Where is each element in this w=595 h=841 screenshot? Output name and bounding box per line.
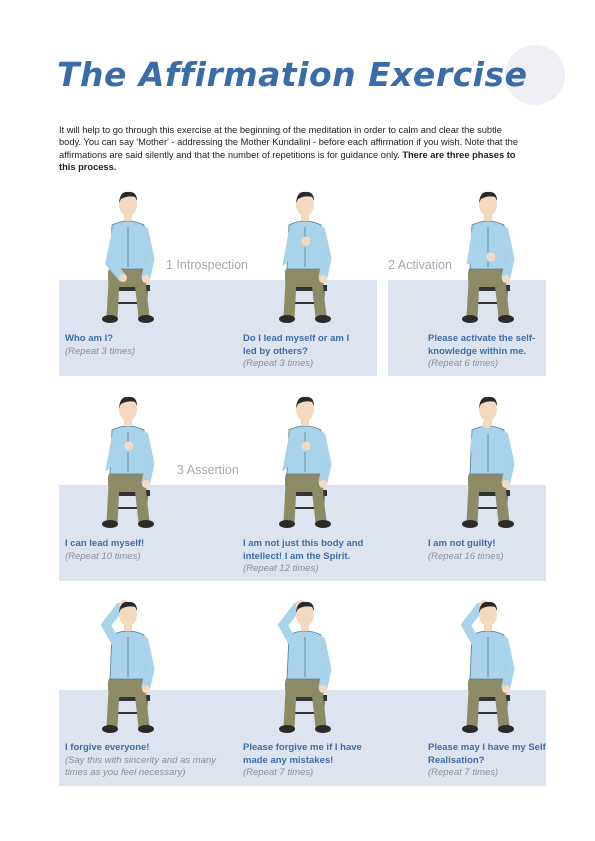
intro-text: It will help to go through this exercise at the beginning of the meditation in order to calm and clear the subtle body. You can say 'Mother' - addressing the Mother Kundalini - before each affirmation if you wish. Note that the affirmations are said silently and that the number of repetitions is for guidance only.: [59, 125, 519, 160]
repeat-note: (Repeat 6 times): [428, 358, 499, 369]
affirmation-text: I forgive everyone!: [65, 742, 150, 753]
affirmation-text: Please forgive me if I have made any mistakes!: [243, 742, 362, 766]
seated-man-figure: [265, 185, 345, 325]
affirmation-4: [65, 538, 215, 563]
intro-paragraph: [59, 124, 519, 174]
page-title: The Affirmation Exercise: [57, 55, 528, 94]
figure-drawing: [265, 390, 345, 530]
affirmation-6: [428, 538, 546, 563]
seated-man-figure: [88, 595, 168, 735]
seated-man-figure: [88, 185, 168, 325]
figure-drawing: [448, 185, 528, 325]
affirmation-text: Please activate the self-knowledge within me.: [428, 333, 536, 357]
seated-man-figure: [448, 595, 528, 735]
figure-drawing: [88, 595, 168, 735]
repeat-note: (Repeat 3 times): [65, 345, 136, 357]
seated-man-figure: [265, 390, 345, 530]
affirmation-text: I can lead myself!: [65, 538, 145, 549]
figure-drawing: [88, 390, 168, 530]
affirmation-1: [65, 333, 215, 358]
affirmation-5: [243, 538, 383, 576]
figure-drawing: [448, 595, 528, 735]
seated-man-figure: [448, 185, 528, 325]
affirmation-3: [428, 333, 550, 371]
figure-drawing: [448, 390, 528, 530]
affirmation-text: Who am I?: [65, 333, 114, 344]
figure-drawing: [88, 185, 168, 325]
affirmation-2: [243, 333, 355, 371]
repeat-note: (Repeat 12 times): [243, 563, 319, 574]
phase-activation: 2 Activation: [388, 258, 452, 272]
affirmation-text: Do I lead myself or am I led by others?: [243, 333, 350, 357]
affirmation-8: [243, 742, 383, 780]
affirmation-text: I am not guilty!: [428, 538, 496, 549]
affirmation-9: [428, 742, 548, 780]
repeat-note: (Say this with sincerity and as many times as you feel necessary): [65, 754, 217, 778]
seated-man-figure: [88, 390, 168, 530]
affirmation-text: Please may I have my Self Realisation?: [428, 742, 546, 766]
affirmation-7: [65, 742, 235, 780]
phase-introspection: 1 Introspection: [166, 258, 248, 272]
affirmation-text: I am not just this body and intellect! I am the Spirit.: [243, 538, 364, 562]
figure-drawing: [265, 185, 345, 325]
phase-assertion: 3 Assertion: [177, 463, 239, 477]
repeat-note: (Repeat 3 times): [243, 358, 314, 369]
seated-man-figure: [265, 595, 345, 735]
repeat-note: (Repeat 7 times): [428, 767, 499, 778]
repeat-note: (Repeat 7 times): [243, 767, 314, 778]
repeat-note: (Repeat 10 times): [65, 550, 141, 562]
seated-man-figure: [448, 390, 528, 530]
intro-emphasis: There are three phases to this process.: [59, 149, 516, 173]
repeat-note: (Repeat 16 times): [428, 550, 504, 562]
figure-drawing: [265, 595, 345, 735]
